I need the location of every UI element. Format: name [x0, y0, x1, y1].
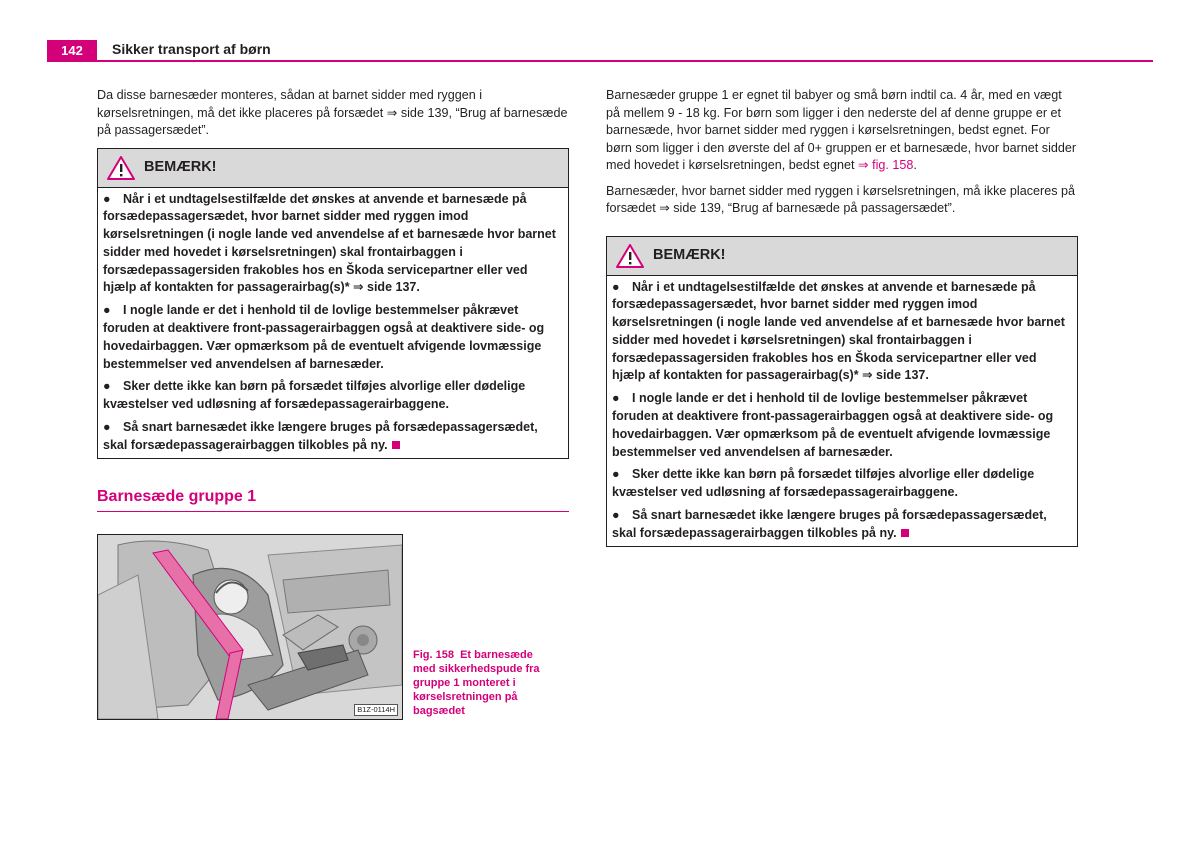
note-item-text: I nogle lande er det i henhold til de lovlige bestemmelser påkrævet foruden at deaktivere front-passagerairbaggen også at deaktivere side- og hovedairbaggen. Vær opmærksom på de eventuelt afvigende lovmæssige bestemmelser ved anvendelsen af barnesæder. [612, 391, 1054, 459]
note-header [607, 237, 1077, 276]
note-item-text: Så snart barnesædet ikke længere bruges på forsædepassagersædet, skal forsædepassagerairbaggen tilkobles på ny. [612, 508, 1047, 540]
bullet-icon: ● [103, 379, 111, 394]
bullet-icon: ● [612, 467, 620, 482]
warning-triangle-icon [615, 243, 645, 269]
paragraph-text: Barnesæder gruppe 1 er egnet til babyer og små børn indtil ca. 4 år, med en vægt på mellem 9 - 18 kg. For børn som ligger i den nederste del af denne gruppe er et barnesæde, hvor barnet sidder med ryggen i kørselsretningen, bedst egnet. For børn som ligger i den øverste del af 0+ gruppen er et barnesæde, hvor barnet sidder med hovedet i kørselsretningen, bedst egnet [606, 88, 1077, 172]
note-item [103, 378, 562, 414]
note-item [103, 302, 562, 373]
child-seat-illustration [98, 535, 402, 719]
paragraph-text: . [913, 158, 917, 172]
figure-caption [413, 648, 553, 718]
note-title: BEMÆRK! [653, 246, 726, 263]
bullet-icon: ● [103, 303, 111, 318]
left-column [97, 87, 569, 459]
right-column [606, 87, 1078, 547]
note-item-text: Sker dette ikke kan børn på forsædet tilføjes alvorlige eller dødelige kvæstelser ved udløsning af forsædepassagerairbaggene. [612, 467, 1035, 500]
end-square-icon [392, 441, 400, 449]
note-item-text: Sker dette ikke kan børn på forsædet tilføjes alvorlige eller dødelige kvæstelser ved udløsning af forsædepassagerairbaggene. [103, 379, 526, 412]
note-title: BEMÆRK! [144, 158, 217, 175]
figure-code: B1Z-0114H [354, 704, 398, 716]
note-item-text: Når i et undtagelsestilfælde det ønskes at anvende et barnesæde på forsædepassagersædet, hvor barnet sidder med ryggen imod kørselsretningen (i nogle lande ved anvendelse af et barnesæde hvor barnet sidder med hovedet i kørselsretningen) skal frontairbaggen i forsædepassagersiden frakobles hos en Škoda servicepartner eller ved hjælp af kontakten for passagerairbag(s)* ⇒ side 137. [612, 279, 1065, 383]
page-number: 142 [47, 40, 97, 61]
bullet-icon: ● [612, 508, 620, 523]
note-item [103, 419, 562, 455]
note-item-text: Når i et undtagelsestilfælde det ønskes at anvende et barnesæde på forsædepassagersædet, hvor barnet sidder med ryggen imod kørselsretningen (i nogle lande ved anvendelse af et barnesæde hvor barnet sidder med hovedet i kørselsretningen) skal frontairbaggen i forsædepassagersiden frakobles hos en Škoda servicepartner eller ved hjælp af kontakten for passagerairbag(s)* ⇒ side 137. [103, 191, 556, 295]
caption-text: Et barnesæde med sikkerhedspude fra gruppe 1 monteret i kørselsretningen på bagsædet [413, 649, 540, 717]
bullet-icon: ● [612, 391, 620, 406]
note-body [98, 188, 568, 458]
bullet-icon: ● [103, 420, 111, 435]
note-item [612, 507, 1071, 543]
note-header [98, 149, 568, 188]
bullet-icon: ● [612, 279, 620, 294]
note-item [612, 466, 1071, 502]
right-paragraph-2: Barnesæder, hvor barnet sidder med ryggen i kørselsretningen, må ikke placeres på forsædet ⇒ side 139, “Brug af barnesæde på passagersædet”. [606, 183, 1075, 215]
bullet-icon: ● [103, 191, 111, 206]
note-item [612, 390, 1071, 461]
figure-child-seat [97, 534, 403, 720]
section-heading: Barnesæde gruppe 1 [97, 487, 569, 512]
note-item [612, 279, 1071, 386]
right-paragraph-1 [606, 87, 1078, 175]
left-warning-note [97, 148, 569, 459]
right-warning-note [606, 236, 1078, 547]
note-body [607, 276, 1077, 546]
caption-label: Fig. 158 [413, 649, 454, 661]
note-item-text: I nogle lande er det i henhold til de lovlige bestemmelser påkrævet foruden at deaktivere front-passagerairbaggen også at deaktivere side- og hovedairbaggen. Vær opmærksom på de eventuelt afvigende lovmæssige bestemmelser ved anvendelsen af barnesæder. [103, 303, 545, 371]
note-item [103, 191, 562, 298]
figure-link[interactable]: ⇒ fig. 158 [858, 158, 914, 172]
end-square-icon [901, 529, 909, 537]
note-item-text: Så snart barnesædet ikke længere bruges på forsædepassagersædet, skal forsædepassagerairbaggen tilkobles på ny. [103, 420, 538, 452]
warning-triangle-icon [106, 155, 136, 181]
page-title: Sikker transport af børn [112, 41, 271, 57]
left-intro-paragraph: Da disse barnesæder monteres, sådan at barnet sidder med ryggen i kørselsretningen, må det ikke placeres på forsædet ⇒ side 139, “Brug af barnesæde på passagersædet”. [97, 88, 568, 137]
